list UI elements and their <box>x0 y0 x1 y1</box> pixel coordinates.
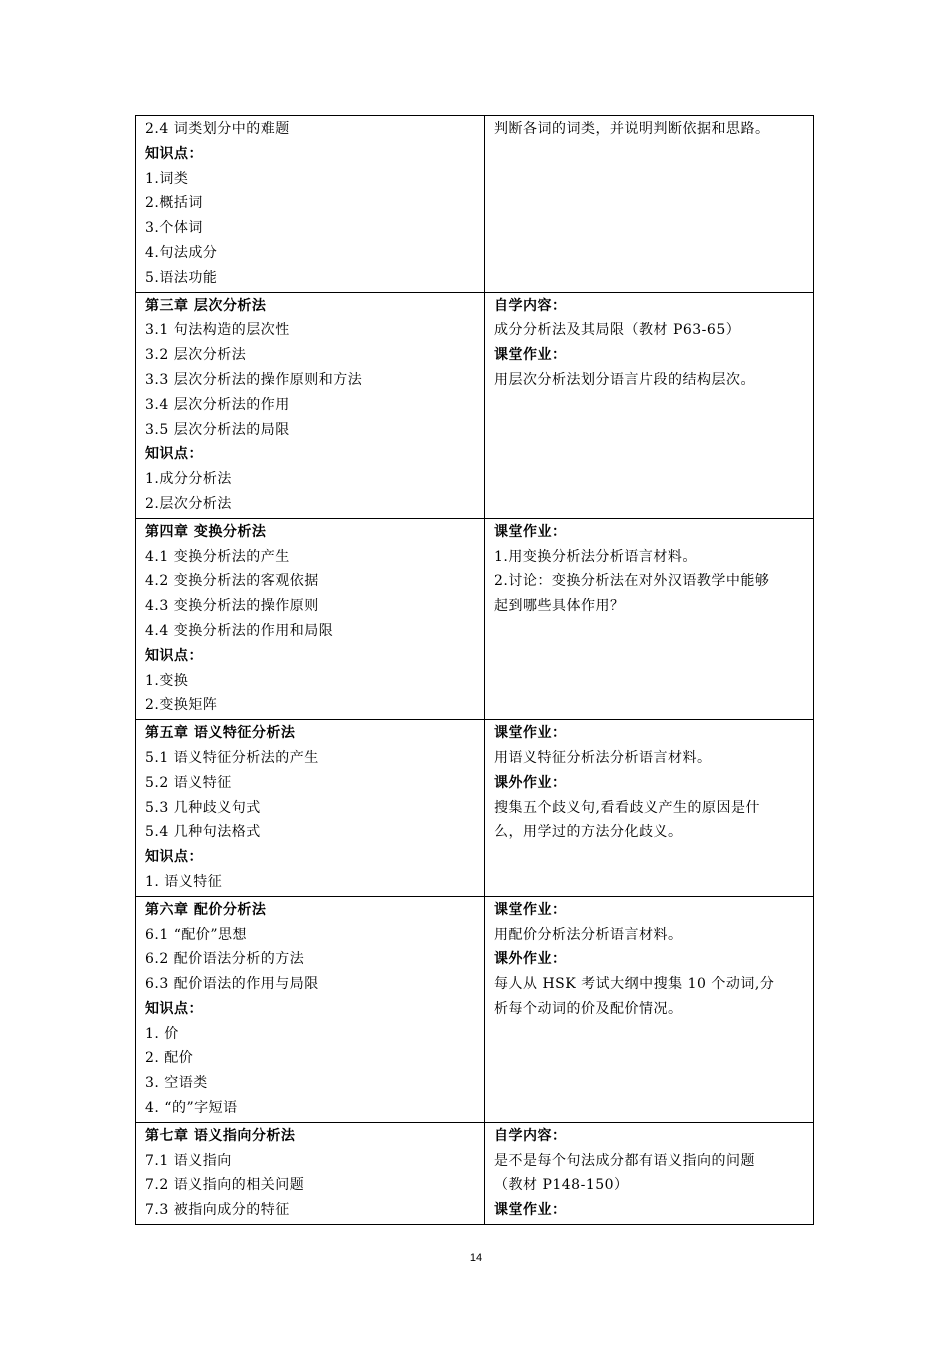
section-heading: 知识点： <box>145 446 203 463</box>
text-line: 6.3 配价语法的作用与局限 <box>145 976 319 993</box>
table-row <box>136 116 814 293</box>
text-line: 用语义特征分析法分析语言材料。 <box>494 749 712 766</box>
text-line: 4.2 变换分析法的客观依据 <box>145 573 319 590</box>
text-line: 成分分析法及其局限（教材 P63-65） <box>494 322 741 339</box>
text-line: 4.3 变换分析法的操作原则 <box>145 598 319 615</box>
section-heading: 课堂作业： <box>494 347 567 364</box>
text-line: 3.2 层次分析法 <box>145 347 247 364</box>
text-line: 3.1 句法构造的层次性 <box>145 322 290 339</box>
text-line: 用配价分析法分析语言材料。 <box>494 926 683 943</box>
text-line: 析每个动词的价及配价情况。 <box>494 1000 683 1017</box>
section-heading: 课堂作业： <box>494 725 567 742</box>
section-heading: 知识点： <box>145 1000 203 1017</box>
text-line: 3. 空语类 <box>145 1075 208 1092</box>
text-line: 用层次分析法划分语言片段的结构层次。 <box>494 371 755 388</box>
text-line: 7.3 被指向成分的特征 <box>145 1202 290 1219</box>
text-line: 4.4 变换分析法的作用和局限 <box>145 622 334 639</box>
text-line: 2.讨论：变换分析法在对外汉语教学中能够 <box>494 573 770 590</box>
text-line: 3.3 层次分析法的操作原则和方法 <box>145 371 363 388</box>
section-heading: 课堂作业： <box>494 523 567 540</box>
section-heading: 课外作业： <box>494 774 567 791</box>
text-line: 2. 配价 <box>145 1050 194 1067</box>
section-heading: 第五章 语义特征分析法 <box>145 725 296 742</box>
text-line: 3.个体词 <box>145 220 203 237</box>
outline-cell <box>136 518 485 719</box>
section-heading: 自学内容： <box>494 297 567 314</box>
text-line: 起到哪些具体作用？ <box>494 598 625 615</box>
section-heading: 知识点： <box>145 849 203 866</box>
text-line: 1. 价 <box>145 1025 179 1042</box>
section-heading: 第三章 层次分析法 <box>145 297 267 314</box>
text-line: 5.语法功能 <box>145 269 218 286</box>
table-row <box>136 720 814 897</box>
assignment-cell <box>485 518 814 719</box>
assignment-cell <box>485 1122 814 1224</box>
assignment-cell <box>485 116 814 293</box>
text-line: 5.4 几种句法格式 <box>145 824 261 841</box>
text-line: 6.2 配价语法分析的方法 <box>145 951 305 968</box>
text-line: 搜集五个歧义句,看看歧义产生的原因是什 <box>494 799 760 816</box>
section-heading: 自学内容： <box>494 1127 567 1144</box>
text-line: 么，用学过的方法分化歧义。 <box>494 824 683 841</box>
text-line: 1.变换 <box>145 672 189 689</box>
text-line: 7.1 语义指向 <box>145 1152 232 1169</box>
outline-cell <box>136 896 485 1122</box>
text-line: 1.词类 <box>145 170 189 187</box>
assignment-cell <box>485 896 814 1122</box>
text-line: 2.层次分析法 <box>145 495 232 512</box>
table-row <box>136 292 814 518</box>
text-line: 判断各词的词类，并说明判断依据和思路。 <box>494 121 770 137</box>
text-line: 1. 语义特征 <box>145 873 223 890</box>
text-line: 5.2 语义特征 <box>145 774 232 791</box>
text-line: 7.2 语义指向的相关问题 <box>145 1177 305 1194</box>
text-line: 3.4 层次分析法的作用 <box>145 396 290 413</box>
text-line: 4.句法成分 <box>145 244 218 261</box>
section-heading: 课堂作业： <box>494 1202 567 1219</box>
outline-cell <box>136 292 485 518</box>
text-line: 3.5 层次分析法的局限 <box>145 421 290 438</box>
syllabus-table <box>135 115 814 1225</box>
outline-cell <box>136 1122 485 1224</box>
text-line: 6.1 “配价”思想 <box>145 926 248 943</box>
table-row <box>136 518 814 719</box>
table-row <box>136 896 814 1122</box>
text-line: 4. “的”字短语 <box>145 1100 238 1117</box>
text-line: 5.3 几种歧义句式 <box>145 799 261 816</box>
section-heading: 第六章 配价分析法 <box>145 901 267 918</box>
page-number: 14 <box>469 1252 483 1264</box>
text-line: 2.4 词类划分中的难题 <box>145 121 290 137</box>
section-heading: 第四章 变换分析法 <box>145 523 267 540</box>
section-heading: 知识点： <box>145 145 203 162</box>
outline-cell <box>136 720 485 897</box>
text-line: 1.成分分析法 <box>145 471 232 488</box>
text-line: 2.概括词 <box>145 195 203 212</box>
table-row <box>136 1122 814 1224</box>
text-line: 每人从 HSK 考试大纲中搜集 10 个动词,分 <box>494 976 775 993</box>
section-heading: 课外作业： <box>494 951 567 968</box>
assignment-cell <box>485 720 814 897</box>
text-line: 4.1 变换分析法的产生 <box>145 548 290 565</box>
assignment-cell <box>485 292 814 518</box>
text-line: 1.用变换分析法分析语言材料。 <box>494 548 697 565</box>
section-heading: 课堂作业： <box>494 901 567 918</box>
text-line: 是不是每个句法成分都有语义指向的问题 <box>494 1152 755 1169</box>
section-heading: 第七章 语义指向分析法 <box>145 1127 296 1144</box>
text-line: 2.变换矩阵 <box>145 697 218 714</box>
section-heading: 知识点： <box>145 647 203 664</box>
text-line: （教材 P148-150） <box>494 1177 629 1194</box>
table-body <box>136 116 814 1225</box>
text-line: 5.1 语义特征分析法的产生 <box>145 749 319 766</box>
outline-cell <box>136 116 485 293</box>
